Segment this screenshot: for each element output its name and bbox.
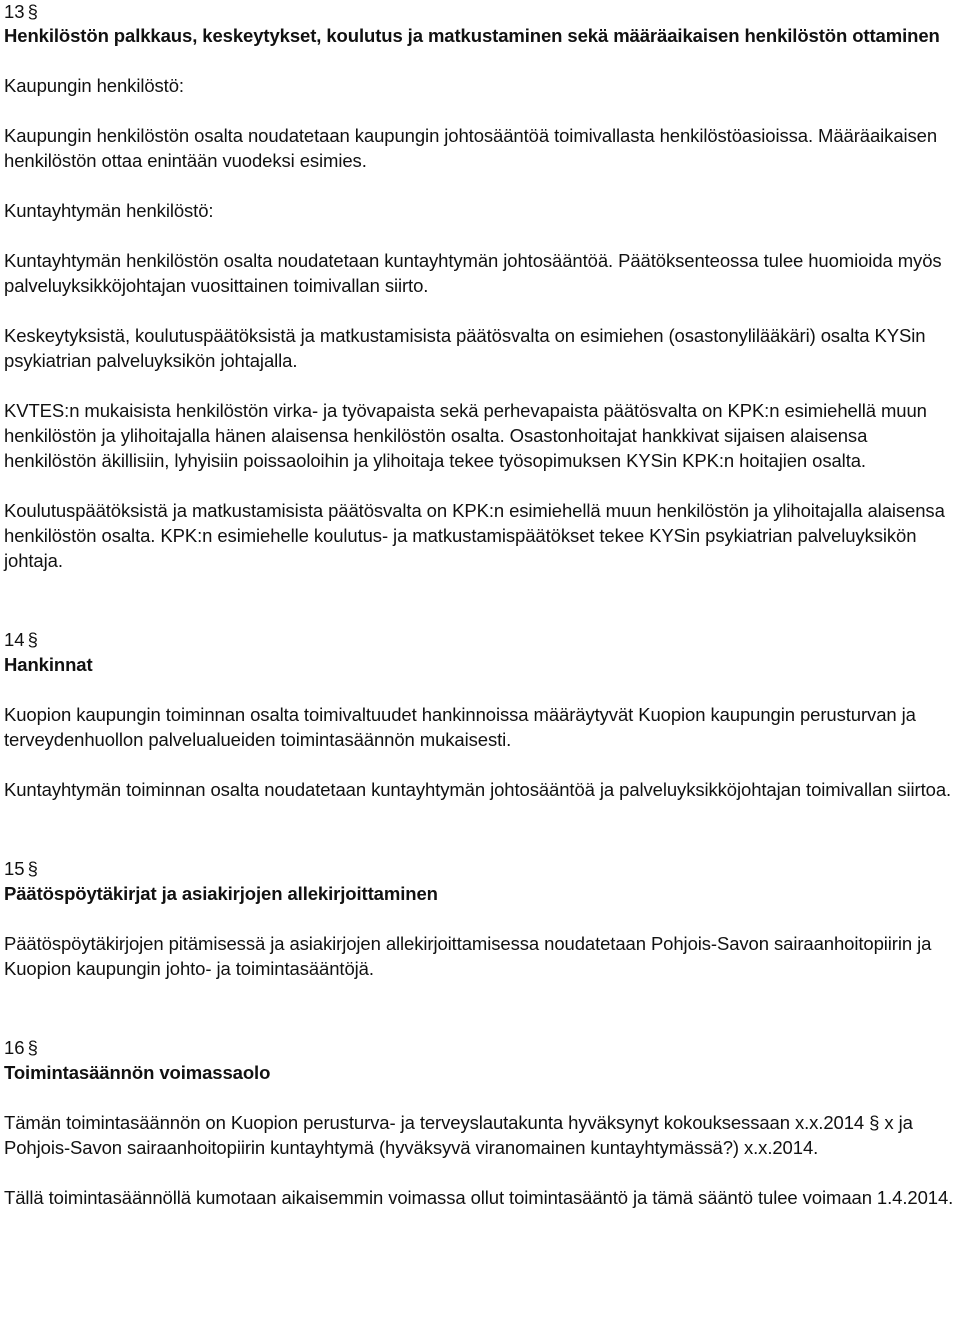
section-title: Toimintasäännön voimassaolo [4, 1062, 271, 1083]
section-sign-icon: § [27, 1, 38, 22]
paragraph: Kuntayhtymän toiminnan osalta noudatetaan kuntayhtymän johtosääntöä ja palveluyksikköjohtajan toimivallan siirtoa. [4, 779, 952, 800]
document-page [4, 0, 956, 1210]
section-number: 14 § [4, 629, 38, 650]
paragraph: KVTES:n mukaisista henkilöstön virka- ja työvapaista sekä perhevapaista päätösvalta on KPK:n esimiehellä muun henkilöstön ja ylihoitajalla hänen alaisensa henkilöstön osalta. Osastonhoitajat hankkivat sijaisen alaisensa henkilöstön äkillisiin, lyhyisiin poissaoloihin ja ylihoitaja tekee työsopimuksen KYSin KPK:n hoitajien osalta. [4, 400, 927, 471]
paragraph: Kuntayhtymän henkilöstön osalta noudatetaan kuntayhtymän johtosääntöä. Päätöksenteossa tulee huomioida myös palveluyksikköjohtajan vuosittainen toimivallan siirto. [4, 250, 942, 296]
section-number: 13 § [4, 1, 38, 22]
paragraph: Kuopion kaupungin toiminnan osalta toimivaltuudet hankinnoissa määräytyvät Kuopion kaupungin perusturvan ja terveydenhuollon palvelualueiden toimintasäännön mukaisesti. [4, 704, 916, 750]
section-13 [4, 0, 956, 573]
section-title: Päätöspöytäkirjat ja asiakirjojen allekirjoittaminen [4, 883, 438, 904]
section-15 [4, 857, 956, 981]
paragraph: Tällä toimintasäännöllä kumotaan aikaisemmin voimassa ollut toimintasääntö ja tämä sääntö tulee voimaan 1.4.2014. [4, 1187, 954, 1208]
section-sign-icon: § [869, 1112, 880, 1133]
section-sign-icon: § [27, 1037, 38, 1058]
section-title: Hankinnat [4, 654, 93, 675]
section-14 [4, 628, 956, 802]
paragraph: Päätöspöytäkirjojen pitämisessä ja asiakirjojen allekirjoittamisessa noudatetaan Pohjois-Savon sairaanhoitopiirin ja Kuopion kaupungin johto- ja toimintasääntöjä. [4, 933, 932, 979]
paragraph: Keskeytyksistä, koulutuspäätöksistä ja matkustamisista päätösvalta on esimiehen (osastonylilääkäri) osalta KYSin psykiatrian palveluyksikön johtajalla. [4, 325, 926, 371]
section-sign-icon: § [27, 858, 38, 879]
section-number: 15 § [4, 858, 38, 879]
paragraph: Koulutuspäätöksistä ja matkustamisista päätösvalta on KPK:n esimiehellä muun henkilöstön ja ylihoitajalla alaisensa henkilöstön osalta. KPK:n esimiehelle koulutus- ja matkustamispäätökset tekee KYSin psykiatrian palveluyksikön johtaja. [4, 500, 945, 571]
paragraph: Kaupungin henkilöstö: [4, 75, 184, 96]
paragraph: Kuntayhtymän henkilöstö: [4, 200, 214, 221]
paragraph: Kaupungin henkilöstön osalta noudatetaan kaupungin johtosääntöä toimivallasta henkilöstöasioissa. Määräaikaisen henkilöstön ottaa enintään vuodeksi esimies. [4, 125, 938, 171]
paragraph: Tämän toimintasäännön on Kuopion perusturva- ja terveyslautakunta hyväksynyt kokouksessaan x.x.2014 § x ja Pohjois-Savon sairaanhoitopiirin kuntayhtymä (hyväksyvä viranomainen kuntayhtymässä?) x.x.2014. [4, 1112, 913, 1158]
section-sign-icon: § [27, 629, 38, 650]
section-number: 16 § [4, 1037, 38, 1058]
section-16 [4, 1036, 956, 1210]
section-title: Henkilöstön palkkaus, keskeytykset, koulutus ja matkustaminen sekä määräaikaisen henkilöstön ottaminen [4, 25, 940, 46]
